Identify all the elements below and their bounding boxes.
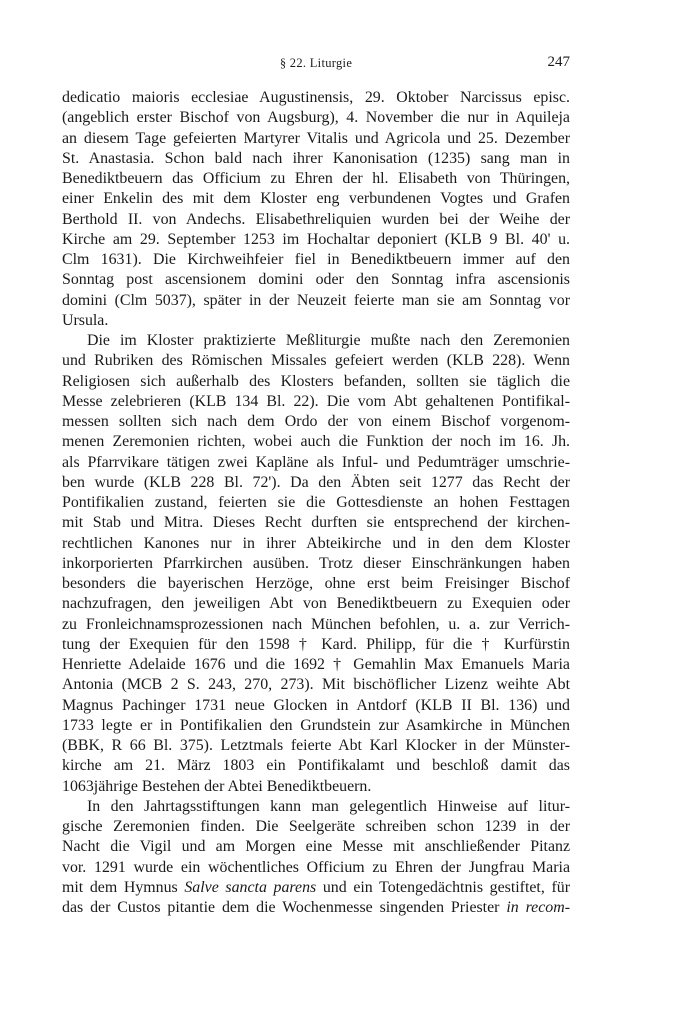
text-line: mit Stab und Mitra. Dieses Recht durften sie entsprechend der kirchen-	[62, 514, 570, 532]
text-line: Religiosen sich außerhalb des Klosters befanden, sollten sie täglich die	[62, 372, 570, 390]
text-line: Clm 1631). Die Kirchweihfeier fiel in Benediktbeuern immer auf den	[62, 251, 570, 268]
text-line: Henriette Adelaide 1676 und die 1692 † Gemahlin Max Emanuels Maria	[62, 656, 570, 673]
text-line	[62, 898, 570, 918]
hymn-title-italic: Salve sancta parens	[184, 878, 317, 896]
text-line: Berthold II. von Andechs. Elisabethreliquien wurden bei der Weihe der	[62, 210, 570, 228]
paragraph-first-line: Die im Kloster praktizierte Meßliturgie mußte nach den Zeremonien	[87, 332, 570, 349]
text-line: Benediktbeuern das Officium zu Ehren der hl. Elisabeth von Thüringen,	[62, 170, 570, 187]
text-line: Magnus Pachinger 1731 neue Glocken in Antdorf (KLB II Bl. 136) und	[62, 696, 570, 714]
text-line: (angeblich erster Bischof von Augsburg), 4. November die nur in Aquileja	[62, 109, 570, 127]
text-line: als Pfarrvikare tätigen zwei Kapläne als Inful- und Pedumträger umschrie-	[62, 453, 570, 471]
text-line: 1063jährige Bestehen der Abtei Benediktbeuern.	[62, 777, 372, 795]
text-line: Messe zelebrieren (KLB 134 Bl. 22). Die vom Abt gehaltenen Pontifikal-	[62, 392, 570, 410]
running-head-section: § 22. Liturgie	[279, 56, 353, 70]
text-line: Nacht die Vigil und am Morgen eine Messe mit anschließender Pitanz	[62, 838, 570, 856]
page-number: 247	[547, 54, 570, 70]
text-line: tung der Exequien für den 1598 † Kard. Philipp, für die † Kurfürstin	[62, 635, 570, 653]
text-segment: und ein Totengedächtnis gestiftet, für	[316, 878, 570, 896]
text-line: domini (Clm 5037), später in der Neuzeit feierte man sie am Sonntag vor	[62, 291, 570, 309]
text-line: Sonntag post ascensionem domini oder den Sonntag infra ascensionis	[62, 271, 570, 289]
text-line: Pontifikalien zustand, feierten sie die Gottesdienste an hohen Festtagen	[62, 494, 570, 511]
text-line: besonders die bayerischen Herzöge, ohne erst beim Freisinger Bischof	[62, 575, 570, 592]
text-line: vor. 1291 wurde ein wöchentliches Officium zu Ehren der Jungfrau Maria	[62, 858, 570, 876]
text-line: (BBK, R 66 Bl. 375). Letztmals feierte Abt Karl Klocker in der Münster-	[62, 737, 570, 754]
text-line: messen sollten sich nach dem Ordo der von einem Bischof vorgenom-	[62, 413, 570, 430]
text-line: und Rubriken des Römischen Missales gefeiert werden (KLB 228). Wenn	[62, 352, 570, 370]
text-line: kirche am 21. März 1803 ein Pontifikalamt und beschloß damit das	[62, 757, 570, 775]
running-header	[62, 52, 570, 74]
text-line: St. Anastasia. Schon bald nach ihrer Kanonisation (1235) sang man in	[62, 149, 570, 167]
text-line: gische Zeremonien finden. Die Seelgeräte schreiben schon 1239 in der	[62, 818, 570, 835]
text-line: Kirche am 29. September 1253 im Hochaltar deponiert (KLB 9 Bl. 40' u.	[62, 230, 570, 248]
text-segment: mit dem Hymnus	[62, 878, 185, 896]
text-line: zu Fronleichnamsprozessionen nach München befohlen, u. a. zur Verrich-	[62, 615, 570, 633]
text-line: inkorporierten Pfarrkirchen ausüben. Trotz dieser Einschränkungen haben	[62, 554, 570, 572]
text-line: Antonia (MCB 2 S. 243, 270, 273). Mit bischöflicher Lizenz weihte Abt	[62, 676, 570, 694]
text-line: an diesem Tage gefeierten Martyrer Vitalis und Agricola und 25. Dezember	[62, 129, 570, 147]
text-line: einer Enkelin des mit dem Kloster eng verbundenen Vogtes und Grafen	[62, 190, 570, 208]
text-line: dedicatio maioris ecclesiae Augustinensis, 29. Oktober Narcissus episc.	[62, 89, 570, 106]
text-line: Ursula.	[62, 311, 109, 329]
text-line: menen Zeremonien richten, wobei auch die Funktion der noch im 16. Jh.	[62, 433, 570, 451]
body-text	[62, 88, 570, 918]
text-line: 1733 legte er in Pontifikalien den Grundstein zur Asamkirche in München	[62, 716, 570, 734]
text-segment: das der Custos pitantie dem die Wochenmesse singenden Priester	[62, 899, 507, 916]
paragraph-first-line: In den Jahrtagsstiftungen kann man gelegentlich Hinweise auf litur-	[87, 797, 570, 815]
text-line: ben wurde (KLB 228 Bl. 72'). Da den Äbten seit 1277 das Recht der	[62, 473, 570, 491]
latin-phrase-italic: in recom-	[506, 899, 570, 916]
text-line	[62, 878, 570, 898]
text-line: rechtlichen Kanones nur in ihrer Abteikirche und in den dem Kloster	[62, 534, 570, 552]
text-line: nachzufragen, den jeweiligen Abt von Benediktbeuern zu Exequien oder	[62, 595, 570, 613]
